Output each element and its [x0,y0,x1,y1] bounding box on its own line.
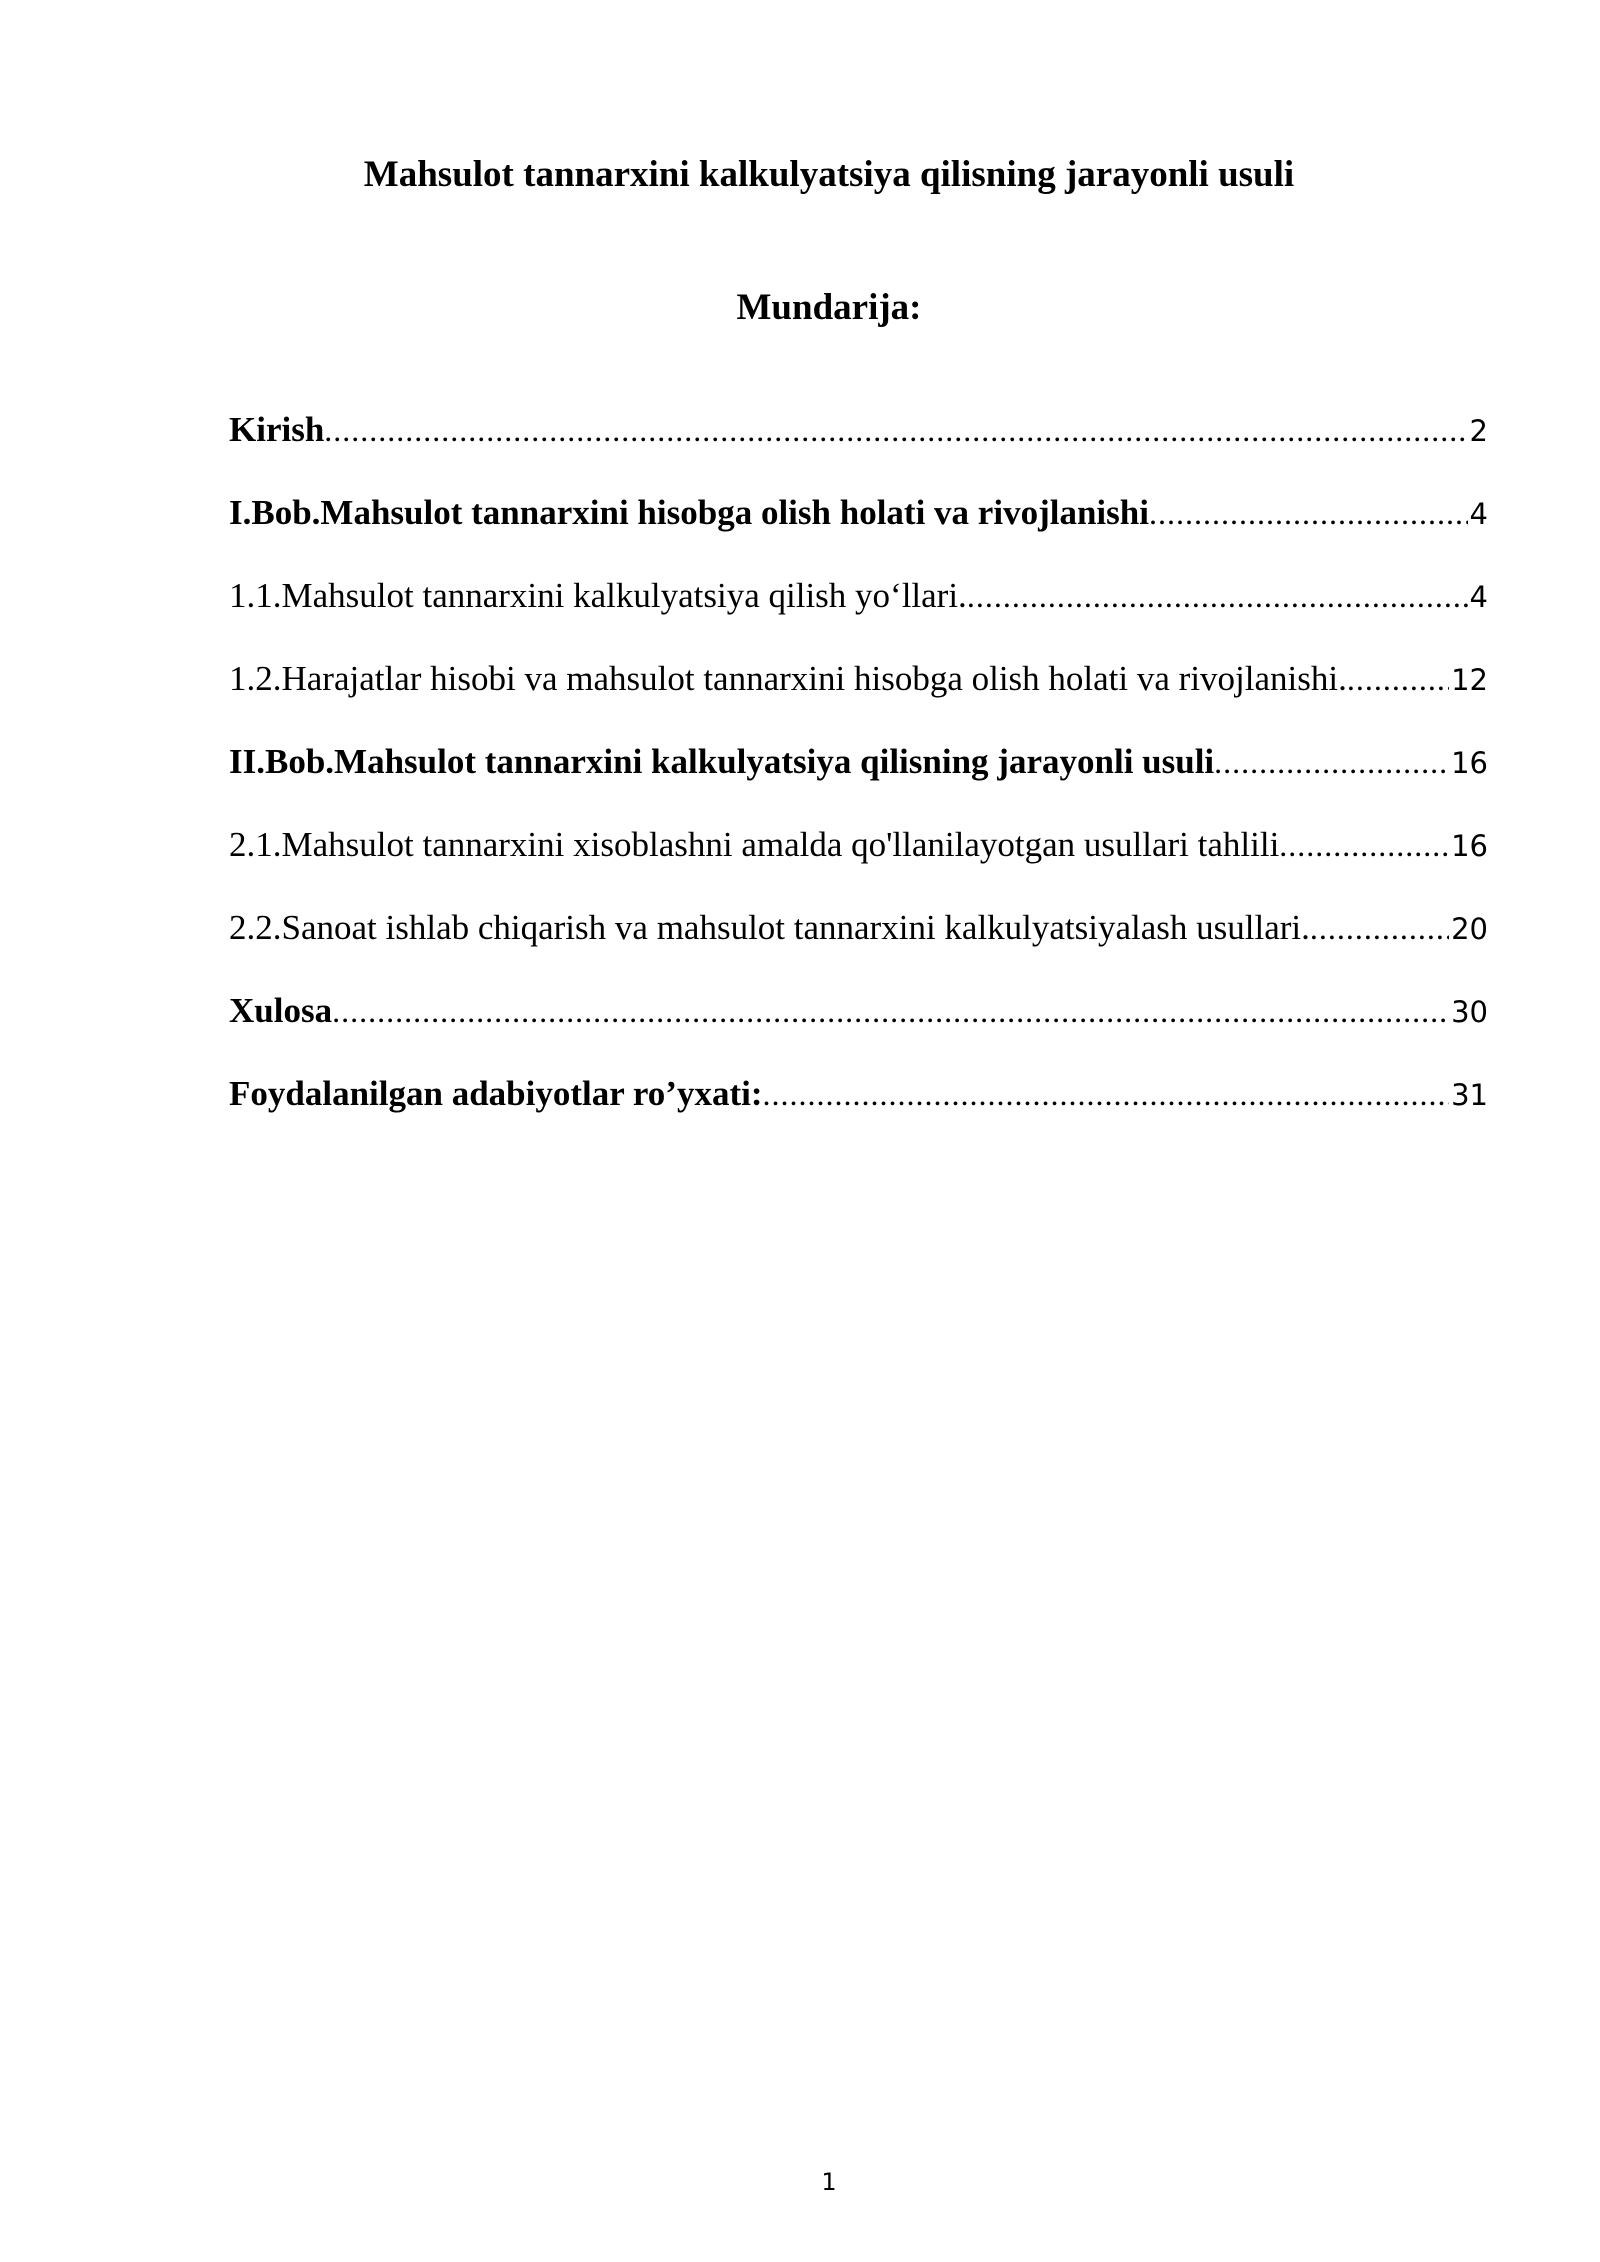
toc-entry-section-1-1[interactable] [229,576,1488,659]
toc-entry-page: 4 [1469,580,1488,614]
toc-entry-label: I.Bob.Mahsulot tannarxini hisobga olish holati va rivojlanishi [229,493,1149,532]
toc-entry-page: 16 [1451,746,1488,780]
toc-entry-section-2-2[interactable] [229,908,1488,991]
toc-entry-label: 1.1.Mahsulot tannarxini kalkulyatsiya qilish yo‘llari. [229,576,967,615]
dot-leader [1149,495,1468,532]
toc-entry-chapter-1[interactable] [229,493,1488,576]
toc-entry-label: 2.2.Sanoat ishlab chiqarish va mahsulot tannarxini kalkulyatsiyalash usullari. [229,908,1310,947]
toc-entry-page: 12 [1451,663,1488,697]
toc-entry-page: 30 [1451,995,1488,1029]
toc-entry-bibliography[interactable] [229,1074,1488,1157]
table-of-contents [229,410,1488,1157]
toc-entry-kirish[interactable] [229,410,1488,493]
toc-entry-label: 1.2.Harajatlar hisobi va mahsulot tannarxini hisobga olish holati va rivojlanishi. [229,659,1347,698]
toc-entry-label: Xulosa [229,991,333,1030]
page-number: 1 [821,2168,837,2196]
toc-entry-page: 4 [1469,497,1488,531]
dot-leader [332,993,1449,1030]
toc-entry-label: II.Bob.Mahsulot tannarxini kalkulyatsiya qilisning jarayonli usuli [229,742,1215,781]
dot-leader [967,578,1468,615]
dot-leader [1347,661,1449,698]
dot-leader [1214,744,1449,781]
toc-entry-chapter-2[interactable] [229,742,1488,825]
toc-entry-page: 2 [1469,414,1488,448]
dot-leader [324,412,1467,449]
toc-entry-label: Foydalanilgan adabiyotlar ro’yxati: [229,1074,763,1113]
toc-entry-section-1-2[interactable] [229,659,1488,742]
toc-entry-page: 31 [1451,1078,1488,1112]
toc-entry-page: 20 [1451,912,1488,946]
toc-entry-section-2-1[interactable] [229,825,1488,908]
dot-leader [1310,910,1449,947]
toc-entry-label: Kirish [229,410,325,449]
toc-heading: Mundarija: [736,287,922,328]
document-title: Mahsulot tannarxini kalkulyatsiya qilisning jarayonli usuli [363,154,1295,195]
toc-entry-xulosa[interactable] [229,991,1488,1074]
dot-leader [762,1076,1449,1113]
toc-entry-label: 2.1.Mahsulot tannarxini xisoblashni amalda qo'llanilayotgan usullari tahlili [229,825,1280,864]
dot-leader [1279,827,1449,864]
toc-entry-page: 16 [1451,829,1488,863]
